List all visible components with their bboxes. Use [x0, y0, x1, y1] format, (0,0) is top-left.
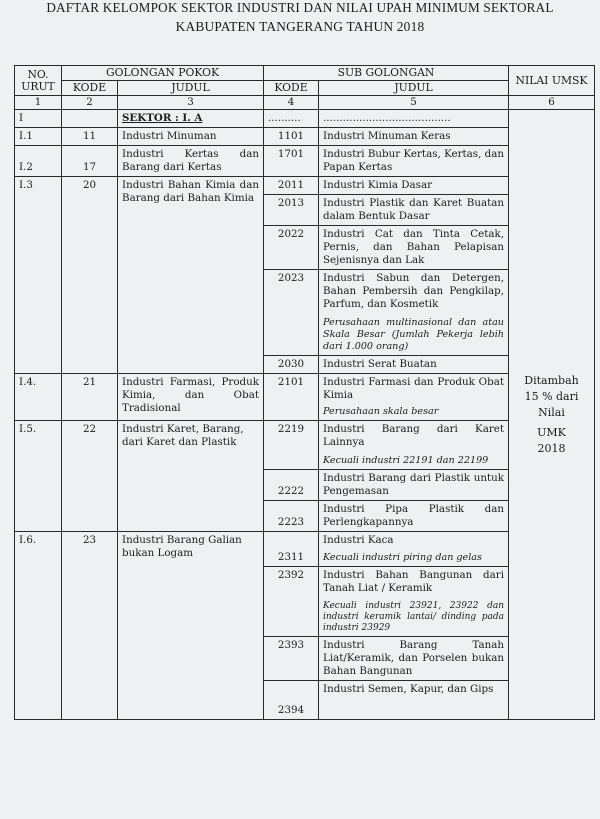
table-row: 2223 Industri Pipa Plastik dan Perlengkapannya — [15, 501, 595, 532]
col-number: 1 — [15, 96, 62, 110]
table-row: 2393 Industri Barang Tanah Liat/Keramik, dan Porselen bukan Bahan Bangunan — [15, 637, 595, 681]
header-judul: JUDUL — [118, 81, 264, 96]
sektor-no: I — [15, 110, 62, 128]
table-row: I.2 17 Industri Kertas dan Barang dari Kertas 1701 Industri Bubur Kertas, Kertas, dan Papan Kertas — [15, 146, 595, 177]
document-subtitle: KABUPATEN TANGERANG TAHUN 2018 — [175, 19, 425, 34]
col-number: 6 — [509, 96, 595, 110]
col-number: 4 — [264, 96, 319, 110]
table-row: 2022 Industri Cat dan Tinta Cetak, Pernis, dan Bahan Pelapisan Sejenisnya dan Lak — [15, 226, 595, 270]
table-row: I.4. 21 Industri Farmasi, Produk Kimia, dan Obat Tradisional 2101 Industri Farmasi dan Produk Obat Kimia Perusahaan skala besar — [15, 374, 595, 421]
table-row: I.3 20 Industri Bahan Kimia dan Barang dari Bahan Kimia 2011 Industri Kimia Dasar — [15, 177, 595, 195]
header-golongan-pokok: GOLONGAN POKOK — [62, 66, 264, 81]
header-kode-sub: KODE — [264, 81, 319, 96]
header-nilai-umsk: NILAI UMSK — [509, 66, 595, 96]
col-number: 5 — [319, 96, 509, 110]
umsk-value: Ditambah 15 % dari Nilai UMK 2018 — [509, 110, 595, 720]
sector-table — [14, 65, 595, 720]
header-sub-golongan: SUB GOLONGAN — [264, 66, 509, 81]
table-row: 2222 Industri Barang dari Plastik untuk Pengemasan — [15, 470, 595, 501]
table-row: 2023 Industri Sabun dan Detergen, Bahan Pembersih dan Pengkilap, Parfum, dan Kosmetik Perusahaan multinasional dan atau Skala Besar (Jumlah Pekerja lebih dari 1.000 orang) — [15, 270, 595, 356]
col-number: 3 — [118, 96, 264, 110]
document-title: DAFTAR KELOMPOK SEKTOR INDUSTRI DAN NILAI UPAH MINIMUM SEKTORAL — [46, 0, 554, 15]
sektor-judul-dots: ....................................... — [319, 110, 509, 128]
sektor-title: SEKTOR : I. A — [122, 112, 203, 124]
table-row: I.1 11 Industri Minuman 1101 Industri Minuman Keras — [15, 128, 595, 146]
header-kode: KODE — [62, 81, 118, 96]
table-row: 2392 Industri Bahan Bangunan dari Tanah Liat / Keramik Kecuali industri 23921, 23922 dan industri keramik lantai/ dinding pada industri 23929 — [15, 567, 595, 637]
table-row: I.6. 23 Industri Barang Galian bukan Logam 2311 Industri Kaca Kecuali industri piring dan gelas — [15, 532, 595, 567]
table-row: 2030 Industri Serat Buatan — [15, 356, 595, 374]
header-no-urut: NO. URUT — [15, 66, 62, 96]
header-judul-sub: JUDUL — [319, 81, 509, 96]
sektor-kode-dots: .......... — [264, 110, 319, 128]
table-row: 2394 Industri Semen, Kapur, dan Gips — [15, 681, 595, 720]
table-row: I.5. 22 Industri Karet, Barang, dari Karet dan Plastik 2219 Industri Barang dari Karet Lainnya Kecuali industri 22191 dan 22199 — [15, 421, 595, 470]
col-number: 2 — [62, 96, 118, 110]
table-row: 2013 Industri Plastik dan Karet Buatan dalam Bentuk Dasar — [15, 195, 595, 226]
